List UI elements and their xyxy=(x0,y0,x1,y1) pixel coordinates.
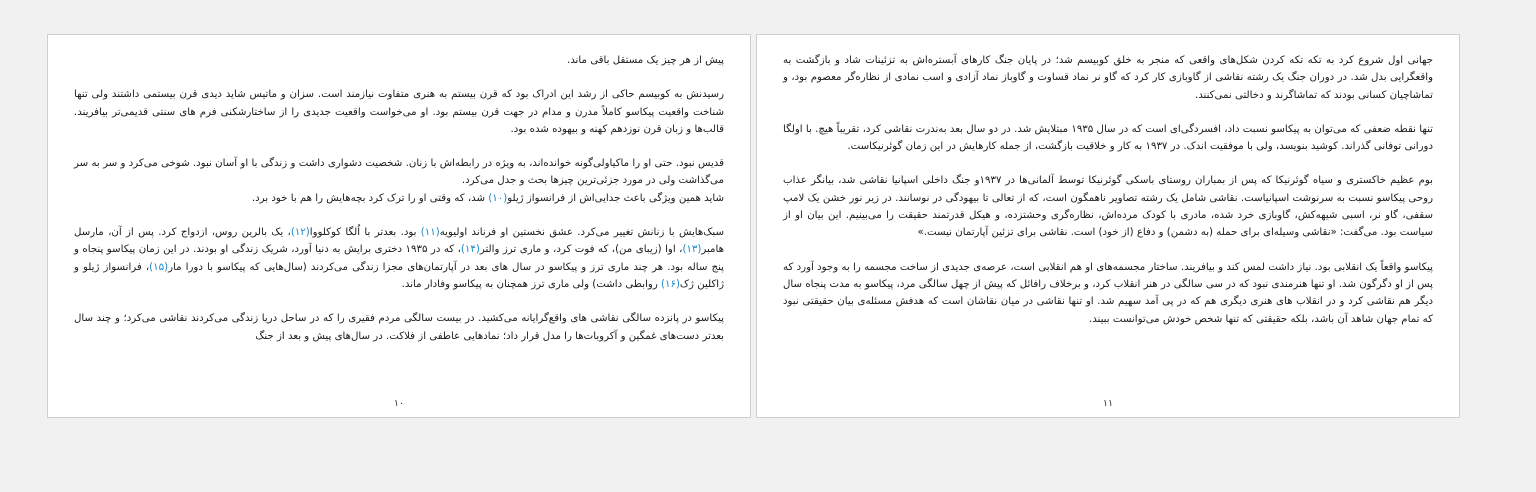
paragraph-text: رسیدنش به کوبیسم حاکی از رشد این ادراک بود که قرن بیستم به هنری متفاوت نیازمند است. سزان و ماتیس شاید دیدی قرن بیستمی داشتند ولی تنها شناخت واقعیت پیکاسو کاملاً مدرن و مدام در جهت قرن بیستم بود. او می‌خواست واقعیت جدیدی را از ساختارشکنی فرم های سنتی قدیمی‌تر بیافریند. قالب‌ها و زبان قرن نوزدهم کهنه و بیهوده شده بود. xyxy=(74,89,724,135)
paragraph xyxy=(783,172,1433,241)
paragraph-text: سبک‌هایش با زنانش تغییر می‌کرد. عشق نخستین او فرناند اولیویه xyxy=(439,227,724,239)
page-10-body xyxy=(74,52,724,362)
paragraph xyxy=(783,259,1433,328)
paragraph-text: بوم عظیم خاکستری و سیاه گوئرنیکا که پس از بمباران روستای باسکی گوئرنیکا توسط آلمانی‌ها در ۱۹۳۷و جنگ داخلی اسپانیا نقاشی شد، بیانگر عذاب روحی پیکاسو نسبت به سرنوشت اسپانیاست. نقاشی شامل یک رشته تصاویر ناهمگون است، که از تعالی تا بیهودگی در نوسانند. در زیر نور خشن یک لامپ سقفی، گاو نر، اسبی شیهه‌کش، گاوبازی خرد شده، مادری با کودک مرده‌اش، نظاره‌گری وحشتزده، و هیکل قدرتمند حقیقت را می‌بینیم. این بیان او از سیاست بود. می‌گفت: «نقاشی وسیله‌ای برای حمله (به دشمن) و دفاع (از خود) است. نقاشی برای تزئین آپارتمان نیست.» xyxy=(783,175,1433,239)
paragraph-text: شد، که وقتی او را ترک کرد بچه‌هایش را هم با خود برد. xyxy=(251,192,489,204)
paragraph xyxy=(74,52,724,69)
paragraph-text: روابطی داشت) ولی ماری ترز همچنان به پیکاسو وفادار ماند. xyxy=(401,278,661,290)
page-11 xyxy=(756,34,1460,418)
paragraph-text: پیکاسو واقعاً یک انقلابی بود. نیاز داشت لمس کند و بیافریند. ساختار مجسمه‌های او هم انقلابی است، عرصه‌ی جدیدی از ساخت مجسمه را به وجود آورد که پس از او دگرگون شد. او تنها هنرمندی نبود که در سی سالگی در هنر انقلاب کرد، و برخلاف رافائل که پیش از چهل سالگی مرد، پیکاسو به مدت پنجاه سال دیگر هم نقاشی کرد و در انقلاب های هنری دیگری هم که در پی آمد سهیم شد. او تنها نقاشی در میان نقاشان است که هدفش مسئله‌ی بیان حقیقتی نبود که تمام جهان شاهد آن باشد، بلکه حقیقتی که تنها شخص خودش می‌توانست ببیند. xyxy=(783,261,1433,325)
paragraph xyxy=(74,86,724,138)
paragraph-text: ، که در ۱۹۳۵ دختری برایش به دنیا آورد، شریک زندگی او بودند. در این زمان پیکاسو پنجاه و پنج ساله بود. هر چند ماری ترز و پیکاسو در سال های بعد در آپارتمان‌های مجزا زندگی می‌کردند (سال‌هایی که پیکاسو با دورا مار xyxy=(74,244,724,273)
footnote-reference[interactable]: (۱۶) xyxy=(661,278,680,290)
paragraph-text: بود. بعدتر با اُلگا کوکلووا xyxy=(309,227,421,239)
paragraph-text: تنها نقطه ضعفی که می‌توان به پیکاسو نسبت داد، افسردگی‌ای است که در سال ۱۹۳۵ مبتلایش شد. در دو سال بعد به‌ندرت نقاشی کرد، تقریباً هیچ. با اولگا دورانی توفانی گذراند. کوشید بنویسد، ولی با موفقیت اندک. در ۱۹۳۷ به کار و خلاقیت بازگشت، از جمله کارهایش در این زمان گوئرنیکاست. xyxy=(783,123,1434,153)
paragraph-text: ، اوا (زیبای من)، که فوت کرد، و ماری ترز والتر xyxy=(479,244,683,256)
page-10 xyxy=(47,34,751,418)
paragraph xyxy=(783,52,1433,104)
footnote-reference[interactable]: (۱۴) xyxy=(460,244,480,256)
paragraph-text: ، یک بالرین روس، ازدواج کرد. پس از آن، مارسل هامبر xyxy=(74,227,724,256)
paragraph xyxy=(74,310,724,345)
page-number-10: ۱۰ xyxy=(393,398,405,409)
footnote-reference[interactable]: (۱۱) xyxy=(420,227,440,239)
paragraph xyxy=(74,155,724,190)
paragraph-text: پیش از هر چیز یک مستقل باقی ماند. xyxy=(566,55,724,66)
page-number-11: ۱۱ xyxy=(1102,398,1114,409)
paragraph xyxy=(74,190,724,207)
footnote-reference[interactable]: (۱۲) xyxy=(290,227,310,239)
page-11-body xyxy=(783,52,1433,345)
paragraph-text: قدیس نبود. حتی او را ماکیاولی‌گونه خوانده‌اند، به ویژه در رابطه‌اش با زنان. شخصیت دشواری داشت و زندگی با او آسان نبود. شوخی می‌کرد و سر به سر می‌گذاشت ولی در مورد جزئی‌ترین چیزها بحث و جدل می‌کرد. xyxy=(74,158,724,187)
paragraph-text: جهانی اول شروع کرد به تکه تکه کردن شکل‌های واقعی که منجر به خلق کوبیسم شد؛ در پایان جنگ کارهای آبستره‌اش به تزئینات شاد و بازگشت به واقعگرایی بدل شد. در دوران جنگ یک رشته نقاشی از گاوبازی کار کرد که گاو نر نماد قساوت و گاوباز نماد آزادی و اسب نمادی از نظاره‌گر معصوم بود، و تماشاچیان کسانی بودند که تماشاگرند و دخالتی نمی‌کنند. xyxy=(783,55,1433,101)
paragraph-text: پیکاسو در پانزده سالگی نقاشی های واقع‌گرایانه می‌کشید. در بیست سالگی مردم فقیری را که در ساحل دریا زندگی می‌کردند نقاشی می‌کرد؛ و چند سال بعدتر دست‌های غمگین و آکروبات‌ها را مدل قرار داد؛ نمادهایی عاطفی از فلاکت. در سال‌های پیش و بعد از جنگ xyxy=(74,313,724,342)
footnote-reference[interactable]: (۱۵) xyxy=(149,261,169,273)
paragraph xyxy=(74,224,724,293)
footnote-reference[interactable]: (۱۰) xyxy=(488,192,508,204)
footnote-reference[interactable]: (۱۳) xyxy=(682,244,702,256)
paragraph-text: ، فرانسواز ژیلو و ژاکلین ژک xyxy=(74,261,724,290)
paragraph-text: شاید همین ویژگی باعث جدایی‌اش از فرانسواز ژیلو xyxy=(507,192,724,204)
paragraph xyxy=(783,121,1433,156)
